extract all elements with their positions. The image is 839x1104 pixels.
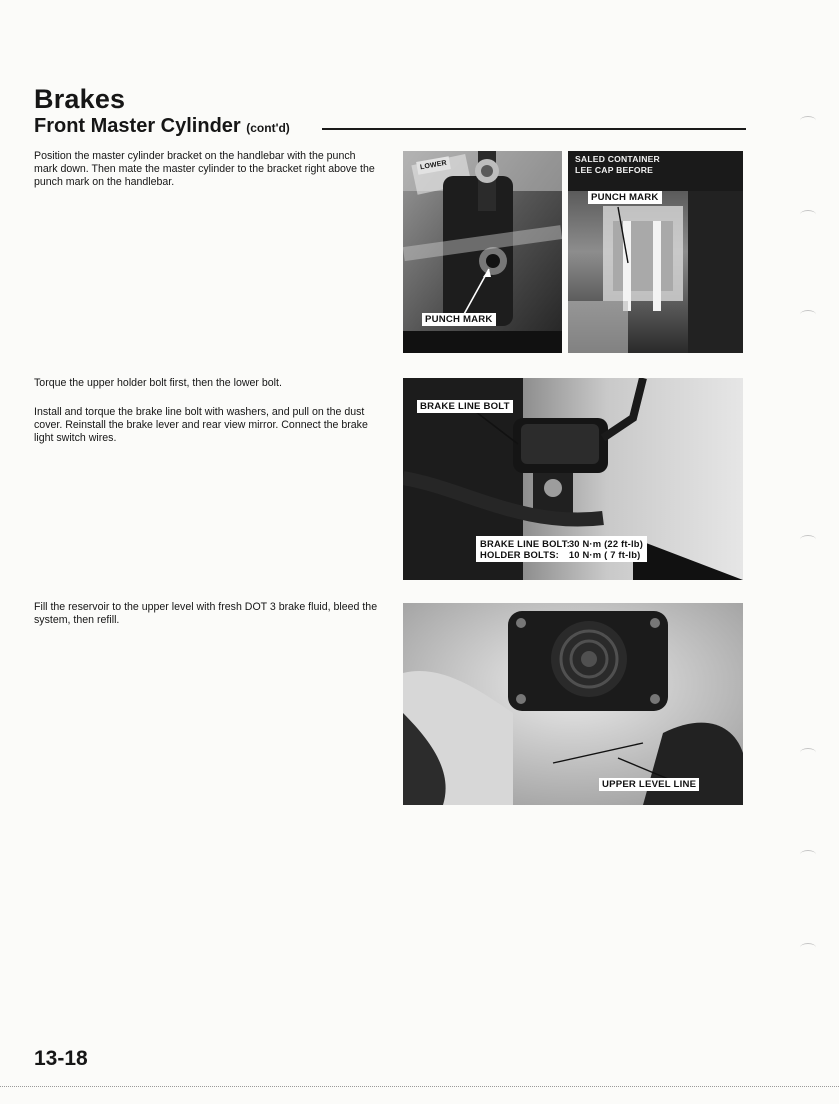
scan-edge-mark — [800, 535, 816, 544]
torque-spec-row — [480, 549, 643, 560]
step-1-text: Position the master cylinder bracket on the handlebar with the punch mark down. Then mate the master cylinder to the bracket right above the punch mark on the handlebar. — [34, 150, 375, 189]
torque-spec-value: 10 N·m ( 7 ft-lb) — [568, 549, 641, 560]
section-header — [34, 115, 746, 139]
section-name: Front Master Cylinder — [34, 115, 241, 137]
scan-edge-mark — [800, 210, 816, 219]
scan-edge-mark — [800, 943, 816, 952]
upper-level-line-label: UPPER LEVEL LINE — [599, 778, 699, 791]
reservoir-photo-image — [403, 603, 743, 805]
torque-spec-value: 30 N·m (22 ft-lb) — [568, 538, 644, 549]
scan-edge-mark — [800, 310, 816, 319]
section-rule — [322, 128, 746, 130]
bottom-rule — [0, 1086, 839, 1087]
torque-spec-label: BRAKE LINE BOLT: — [480, 538, 570, 549]
page-title: Brakes — [34, 84, 126, 114]
scan-edge-mark — [800, 850, 816, 859]
figure-1-right-photo — [568, 151, 743, 353]
photo-tag-text: LOWER — [416, 156, 451, 175]
section-continued: (cont'd) — [246, 121, 290, 135]
figure-3-photo — [403, 603, 743, 805]
bracket-photo-image — [568, 151, 743, 353]
step-3-text: Install and torque the brake line bolt with washers, and pull on the dust cover. Reinstall the brake lever and rear view mirror. Connect the brake light switch wires. — [34, 406, 368, 445]
torque-spec-box — [476, 536, 647, 562]
torque-spec-label: HOLDER BOLTS: — [480, 549, 559, 560]
scan-edge-mark — [800, 748, 816, 757]
page-number: 13-18 — [34, 1047, 88, 1070]
punch-mark-label-left: PUNCH MARK — [422, 313, 496, 326]
step-2-text: Torque the upper holder bolt first, then the lower bolt. — [34, 377, 282, 389]
section-title — [34, 115, 290, 138]
container-text-line-2: LEE CAP BEFORE — [575, 165, 654, 175]
torque-spec-row — [480, 538, 643, 549]
scan-edge-mark — [800, 116, 816, 125]
step-4-text: Fill the reservoir to the upper level with fresh DOT 3 brake fluid, bleed the system, then refill. — [34, 601, 378, 627]
brake-line-bolt-label: BRAKE LINE BOLT — [417, 400, 513, 413]
container-text-line-1: SALED CONTAINER — [575, 154, 660, 164]
punch-mark-label-right: PUNCH MARK — [588, 191, 662, 204]
